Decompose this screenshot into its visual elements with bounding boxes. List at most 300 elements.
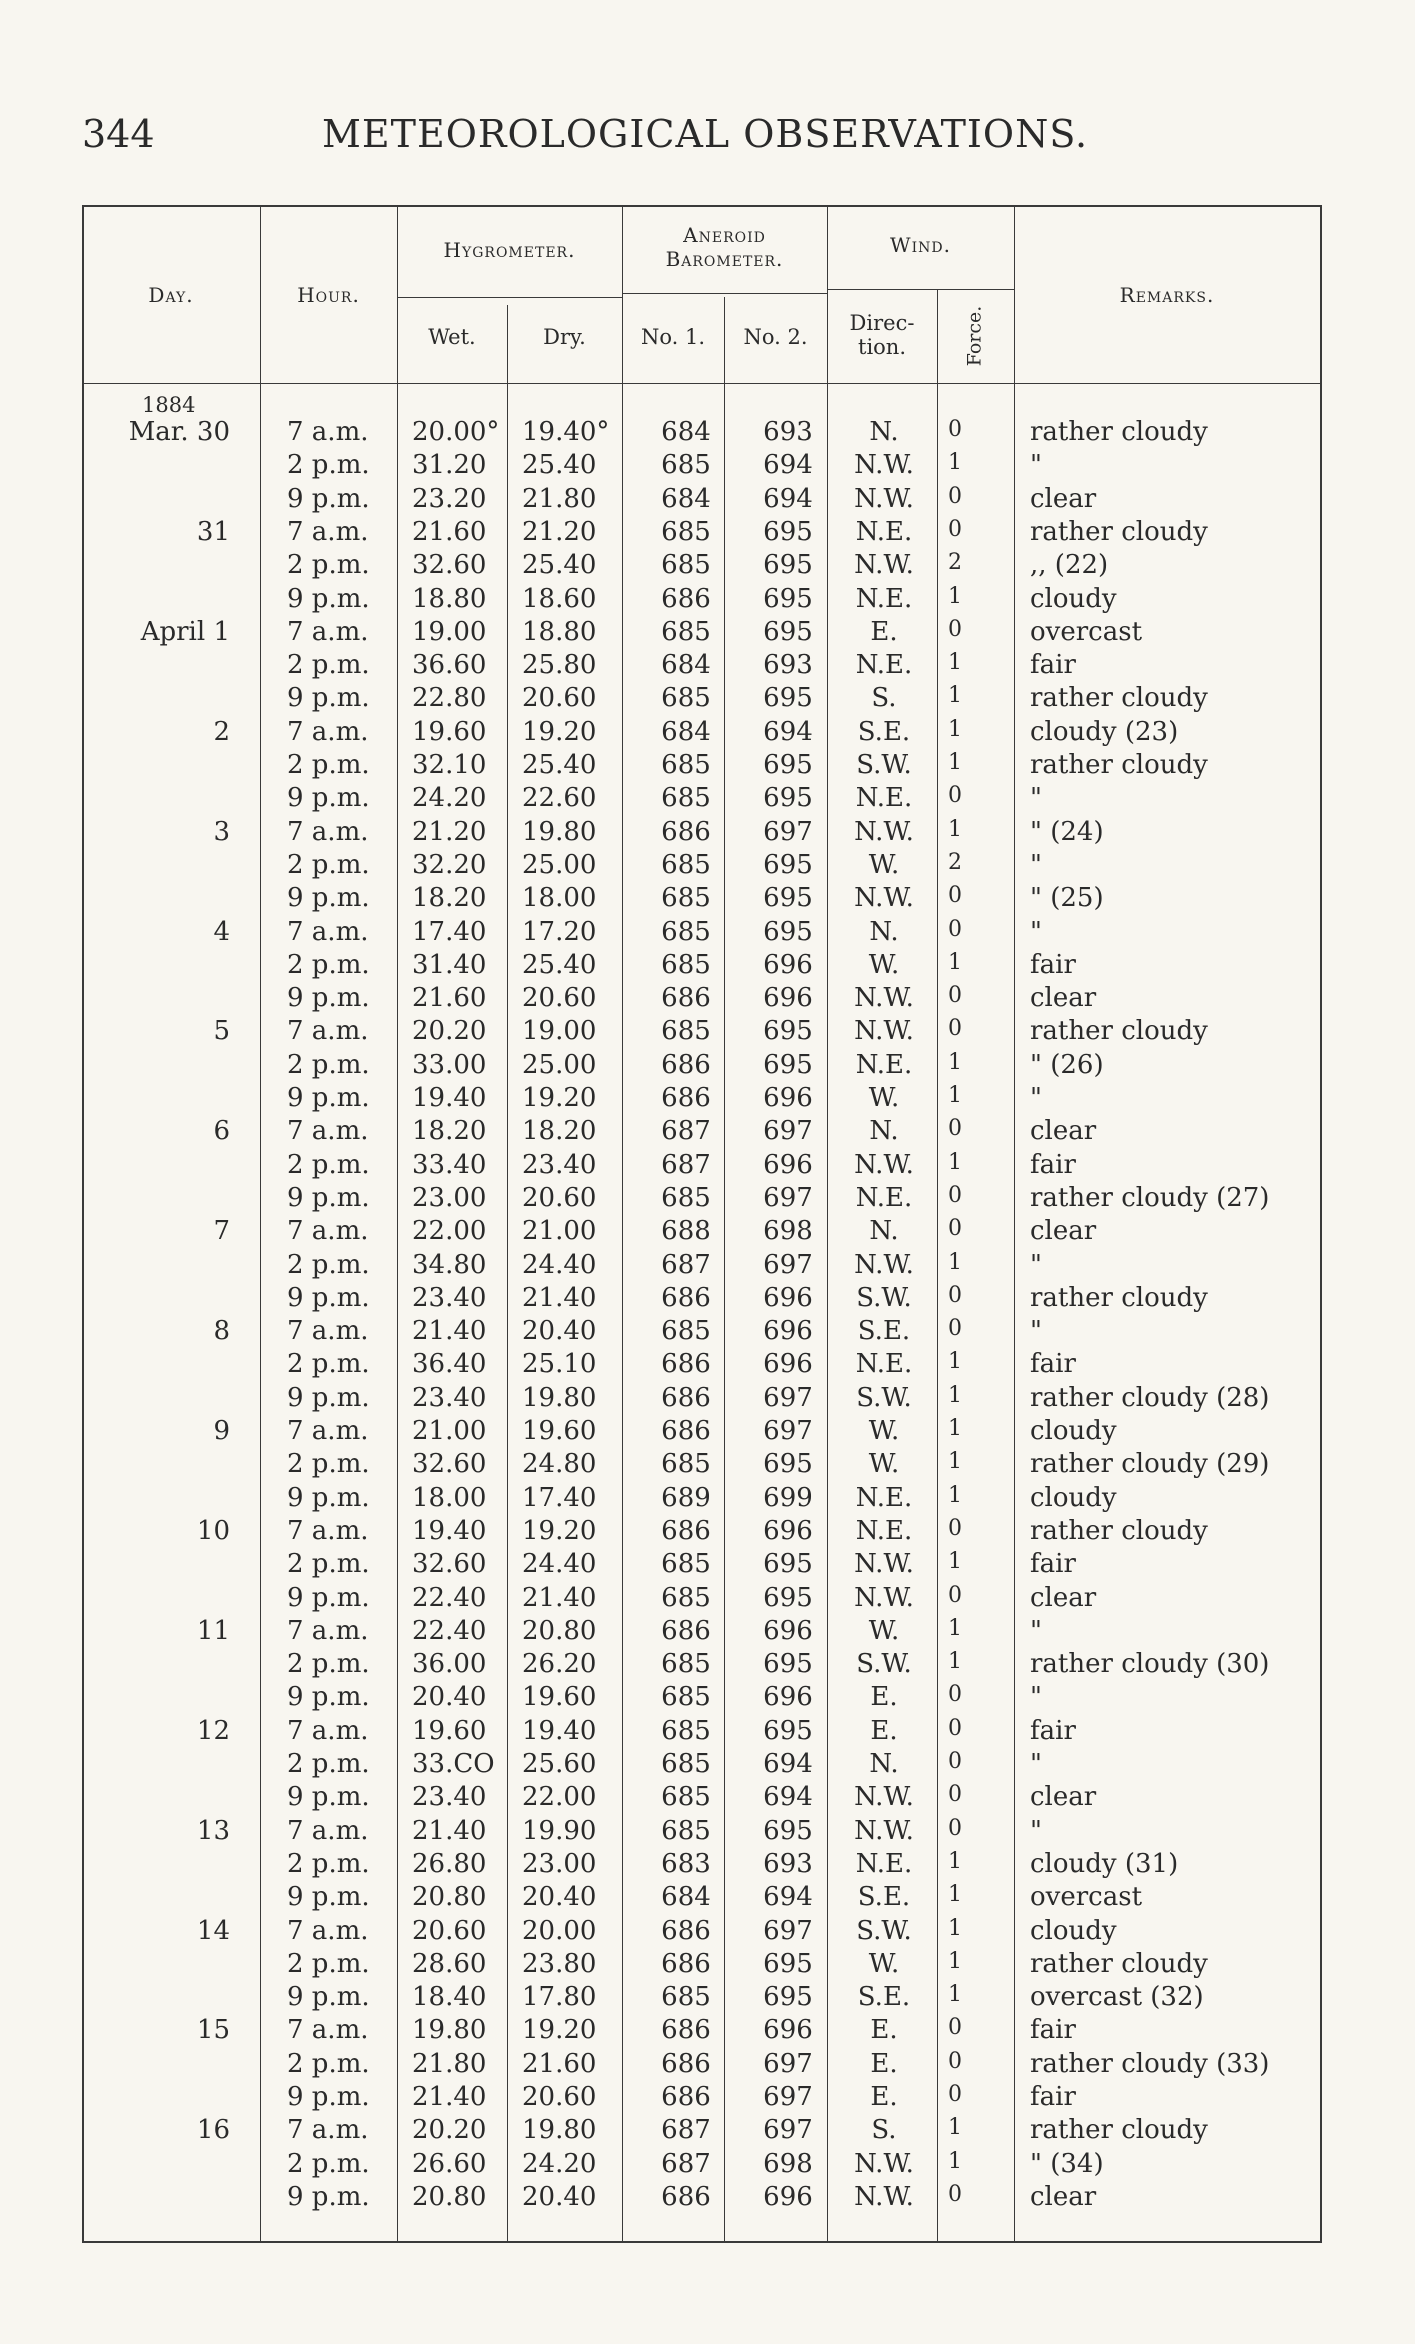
cell-remarks: rather cloudy [1030, 1515, 1208, 1546]
cell-force: 0 [948, 516, 962, 542]
cell-no1: 684 [661, 417, 711, 447]
cell-no1: 689 [661, 1482, 711, 1513]
cell-dir: E. [870, 1682, 898, 1713]
table-row [82, 783, 1322, 816]
table-row [82, 1183, 1322, 1216]
cell-no1: 686 [661, 2015, 711, 2046]
table-row [82, 1549, 1322, 1582]
cell-remarks: rather cloudy [1030, 1282, 1208, 1313]
cell-dir: N. [869, 1116, 899, 1147]
cell-wet: 24.20 [412, 783, 487, 814]
cell-force: 2 [948, 849, 962, 875]
cell-dir: N.W. [854, 1815, 914, 1846]
cell-hour: 9 p.m. [287, 583, 370, 614]
cell-no2: 697 [763, 2048, 813, 2079]
cell-dir: N.W. [854, 883, 914, 914]
cell-hour: 7 a.m. [287, 1216, 369, 1247]
table-row [82, 750, 1322, 783]
cell-force: 1 [948, 1083, 962, 1108]
cell-dir: N.W. [854, 450, 914, 481]
cell-wet: 19.40 [412, 1083, 487, 1113]
cell-force: 1 [948, 583, 962, 609]
cell-wet: 33.40 [412, 1149, 487, 1180]
cell-no1: 686 [661, 1515, 711, 1546]
cell-no1: 685 [661, 1182, 711, 1213]
cell-no2: 695 [763, 883, 813, 914]
cell-no2: 698 [763, 1216, 813, 1247]
cell-no2: 695 [763, 1582, 813, 1613]
cell-remarks: rather cloudy (27) [1030, 1182, 1270, 1213]
cell-no1: 685 [661, 849, 711, 880]
cell-dry: 19.00 [522, 1016, 597, 1047]
hygrometer-rule [397, 297, 622, 298]
cell-dry: 20.60 [522, 2082, 597, 2112]
header-dry: Dry. [543, 325, 586, 349]
cell-force: 1 [948, 683, 962, 709]
cell-no2: 693 [763, 417, 813, 447]
cell-dry: 17.20 [522, 916, 597, 947]
cell-hour: 2 p.m. [287, 1848, 370, 1879]
cell-no2: 695 [763, 1016, 813, 1047]
header-force: Force. [963, 305, 986, 367]
cell-no1: 685 [661, 916, 711, 947]
cell-wet: 21.20 [412, 816, 487, 847]
cell-no1: 685 [661, 750, 711, 780]
cell-force: 1 [948, 1649, 962, 1675]
cell-day: 5 [213, 1016, 230, 1047]
cell-hour: 2 p.m. [287, 1249, 370, 1280]
cell-no2: 695 [763, 1948, 813, 1979]
cell-day: 3 [213, 816, 230, 847]
cell-dry: 17.40 [522, 1482, 597, 1513]
cell-no2: 693 [763, 650, 813, 681]
cell-dir: N.E. [855, 1049, 913, 1080]
cell-remarks: rather cloudy (33) [1030, 2048, 1270, 2079]
cell-dir: W. [868, 1948, 900, 1979]
cell-no2: 695 [763, 750, 813, 780]
cell-dry: 25.00 [522, 849, 597, 880]
cell-hour: 7 a.m. [287, 616, 369, 647]
cell-dir: E. [870, 2015, 898, 2046]
cell-no2: 697 [763, 1915, 813, 1946]
cell-force: 0 [948, 1282, 962, 1308]
cell-dir: W. [868, 949, 900, 980]
cell-force: 0 [948, 1316, 962, 1342]
cell-no1: 685 [661, 450, 711, 481]
cell-no1: 685 [661, 949, 711, 980]
cell-force: 1 [948, 1948, 962, 1974]
cell-no1: 685 [661, 1982, 711, 2013]
cell-hour: 2 p.m. [287, 650, 370, 681]
cell-hour: 2 p.m. [287, 1049, 370, 1080]
table-row [82, 1416, 1322, 1449]
table-row [82, 1383, 1322, 1416]
cell-hour: 7 a.m. [287, 516, 369, 547]
cell-wet: 18.40 [412, 1982, 487, 2013]
table-row [82, 1716, 1322, 1749]
table-row [82, 2182, 1322, 2215]
table-row [82, 450, 1322, 483]
cell-dry: 20.40 [522, 1882, 597, 1913]
cell-dry: 19.20 [522, 2015, 597, 2046]
cell-hour: 2 p.m. [287, 750, 370, 780]
cell-hour: 7 a.m. [287, 417, 369, 447]
table-row [82, 2149, 1322, 2182]
cell-remarks: fair [1030, 1349, 1076, 1380]
cell-wet: 22.40 [412, 1582, 487, 1613]
cell-wet: 34.80 [412, 1249, 487, 1280]
cell-remarks: fair [1030, 2082, 1076, 2112]
cell-wet: 36.00 [412, 1649, 487, 1680]
cell-dry: 20.00 [522, 1915, 597, 1946]
cell-no2: 694 [763, 716, 813, 747]
cell-dry: 24.40 [522, 1549, 597, 1580]
cell-dry: 19.20 [522, 1515, 597, 1546]
cell-no2: 696 [763, 2015, 813, 2046]
cell-dry: 19.80 [522, 2115, 597, 2146]
cell-wet: 36.40 [412, 1349, 487, 1380]
cell-force: 1 [948, 750, 962, 775]
cell-no1: 686 [661, 1416, 711, 1446]
cell-force: 1 [948, 1249, 962, 1275]
cell-dry: 21.60 [522, 2048, 597, 2079]
cell-force: 1 [948, 650, 962, 676]
wind-rule [827, 289, 1014, 290]
cell-force: 0 [948, 1116, 962, 1142]
cell-dir: S.E. [857, 1982, 911, 2013]
cell-dir: N.E. [855, 783, 913, 814]
table-row [82, 1749, 1322, 1782]
cell-remarks: clear [1030, 483, 1097, 514]
cell-remarks: fair [1030, 2015, 1076, 2046]
cell-no2: 696 [763, 949, 813, 980]
cell-hour: 7 a.m. [287, 1316, 369, 1347]
cell-dry: 19.40° [522, 417, 610, 447]
cell-wet: 31.40 [412, 949, 487, 980]
header-bottom-rule [82, 383, 1322, 384]
cell-dir: N.W. [854, 550, 914, 581]
cell-hour: 9 p.m. [287, 1182, 370, 1213]
cell-remarks: rather cloudy (29) [1030, 1449, 1270, 1480]
cell-dir: E. [870, 2048, 898, 2079]
page-header [82, 112, 1322, 162]
cell-dir: W. [868, 1449, 900, 1480]
cell-dry: 19.80 [522, 816, 597, 847]
table-row [82, 883, 1322, 916]
cell-no2: 696 [763, 2181, 813, 2212]
cell-hour: 2 p.m. [287, 1349, 370, 1380]
table-row [82, 1816, 1322, 1849]
table-row [82, 1982, 1322, 2015]
cell-no1: 686 [661, 816, 711, 847]
cell-remarks: " (26) [1030, 1049, 1104, 1080]
cell-remarks: clear [1030, 1116, 1097, 1147]
cell-dry: 18.00 [522, 883, 597, 914]
table-row [82, 1016, 1322, 1049]
cell-dry: 21.00 [522, 1216, 597, 1247]
table-row [82, 850, 1322, 883]
header-no1: No. 1. [640, 325, 706, 349]
table-row [82, 2082, 1322, 2115]
cell-wet: 18.20 [412, 883, 487, 914]
cell-hour: 7 a.m. [287, 1915, 369, 1946]
cell-day: Mar. 30 [128, 417, 230, 447]
cell-wet: 20.40 [412, 1682, 487, 1713]
cell-remarks: overcast (32) [1030, 1982, 1204, 2013]
cell-remarks: clear [1030, 983, 1097, 1014]
cell-dry: 25.80 [522, 650, 597, 681]
cell-dir: W. [868, 1615, 900, 1646]
cell-dry: 19.60 [522, 1682, 597, 1713]
cell-dir: N.W. [854, 983, 914, 1014]
cell-no1: 685 [661, 1316, 711, 1347]
cell-hour: 7 a.m. [287, 1615, 369, 1646]
cell-no1: 686 [661, 583, 711, 614]
cell-day: 31 [196, 516, 230, 547]
cell-force: 0 [948, 483, 962, 509]
cell-no2: 697 [763, 816, 813, 847]
cell-no2: 694 [763, 1749, 813, 1779]
cell-force: 1 [948, 1449, 962, 1475]
cell-no2: 697 [763, 1249, 813, 1280]
cell-no1: 686 [661, 1382, 711, 1413]
cell-force: 0 [948, 1782, 962, 1808]
table-row [82, 950, 1322, 983]
cell-hour: 9 p.m. [287, 1382, 370, 1413]
cell-hour: 9 p.m. [287, 1482, 370, 1513]
cell-wet: 26.80 [412, 1848, 487, 1879]
cell-day: April 1 [140, 616, 230, 647]
table-row [82, 1116, 1322, 1149]
cell-dry: 21.40 [522, 1282, 597, 1313]
cell-force: 0 [948, 783, 962, 809]
cell-dir: S.E. [857, 716, 911, 747]
cell-dir: N.W. [854, 1249, 914, 1280]
cell-dry: 20.40 [522, 1316, 597, 1347]
cell-no1: 685 [661, 783, 711, 814]
cell-force: 0 [948, 2015, 962, 2041]
cell-force: 1 [948, 1982, 962, 2008]
cell-dry: 20.40 [522, 2181, 597, 2212]
cell-hour: 7 a.m. [287, 1116, 369, 1147]
cell-wet: 33.00 [412, 1049, 487, 1080]
cell-force: 2 [948, 550, 962, 576]
cell-wet: 32.10 [412, 750, 487, 780]
table-row [82, 550, 1322, 583]
cell-no1: 686 [661, 983, 711, 1014]
cell-dir: N.E. [855, 1182, 913, 1213]
cell-remarks: fair [1030, 1715, 1076, 1746]
cell-no1: 686 [661, 2181, 711, 2212]
cell-wet: 18.00 [412, 1482, 487, 1513]
cell-dir: N.E. [855, 1515, 913, 1546]
cell-force: 0 [948, 883, 962, 909]
cell-no1: 686 [661, 1915, 711, 1946]
cell-no2: 695 [763, 1649, 813, 1680]
cell-remarks: ,, (22) [1030, 550, 1109, 581]
cell-wet: 23.40 [412, 1382, 487, 1413]
cell-no2: 695 [763, 1449, 813, 1480]
cell-dir: S.W. [856, 750, 912, 780]
cell-force: 0 [948, 1016, 962, 1042]
cell-force: 0 [948, 1682, 962, 1708]
header-wind: Wind. [890, 233, 951, 257]
table-row [82, 1449, 1322, 1482]
cell-dry: 21.40 [522, 1582, 597, 1613]
cell-no2: 695 [763, 916, 813, 947]
cell-remarks: rather cloudy [1030, 417, 1208, 447]
cell-force: 0 [948, 983, 962, 1009]
cell-hour: 2 p.m. [287, 1649, 370, 1680]
table-row [82, 1782, 1322, 1815]
header-wet: Wet. [428, 325, 476, 349]
cell-remarks: cloudy [1030, 1482, 1117, 1513]
cell-force: 1 [948, 1149, 962, 1175]
cell-day: 10 [196, 1515, 230, 1546]
cell-dry: 19.80 [522, 1382, 597, 1413]
cell-remarks: clear [1030, 1782, 1097, 1813]
cell-no2: 697 [763, 1382, 813, 1413]
cell-hour: 9 p.m. [287, 1083, 370, 1113]
table-row [82, 1216, 1322, 1249]
cell-remarks: cloudy (23) [1030, 716, 1179, 747]
header-no2: No. 2. [743, 325, 808, 349]
cell-force: 0 [948, 1515, 962, 1541]
cell-dir: S.E. [857, 1316, 911, 1347]
cell-wet: 36.60 [412, 650, 487, 681]
cell-hour: 9 p.m. [287, 2082, 370, 2112]
cell-dir: N.E. [855, 1482, 913, 1513]
cell-wet: 19.40 [412, 1515, 487, 1546]
cell-remarks: overcast [1030, 616, 1143, 647]
cell-no2: 694 [763, 450, 813, 481]
cell-force: 0 [948, 2181, 962, 2207]
cell-wet: 21.60 [412, 516, 487, 547]
cell-wet: 22.80 [412, 683, 487, 714]
cell-no1: 687 [661, 1116, 711, 1147]
cell-dry: 19.60 [522, 1416, 597, 1446]
cell-remarks: " (24) [1030, 816, 1104, 847]
cell-remarks: " [1030, 916, 1042, 947]
page-title: METEOROLOGICAL OBSERVATIONS. [322, 112, 1089, 156]
cell-dir: N.W. [854, 816, 914, 847]
cell-dry: 24.40 [522, 1249, 597, 1280]
cell-dir: N.E. [855, 1349, 913, 1380]
cell-remarks: fair [1030, 949, 1076, 980]
cell-remarks: rather cloudy [1030, 683, 1208, 714]
cell-wet: 23.00 [412, 1182, 487, 1213]
cell-day: 6 [213, 1116, 230, 1147]
cell-remarks: " [1030, 1815, 1042, 1846]
cell-no2: 697 [763, 2082, 813, 2112]
cell-no1: 687 [661, 1249, 711, 1280]
cell-force: 1 [948, 1482, 962, 1508]
cell-no1: 685 [661, 550, 711, 581]
cell-no2: 699 [763, 1482, 813, 1513]
cell-no2: 695 [763, 1715, 813, 1746]
table-row [82, 683, 1322, 716]
cell-hour: 7 a.m. [287, 2115, 369, 2146]
cell-remarks: fair [1030, 1549, 1076, 1580]
cell-no2: 697 [763, 1416, 813, 1446]
cell-remarks: cloudy (31) [1030, 1848, 1179, 1879]
header-hygrometer: Hygrometer. [443, 238, 576, 262]
cell-wet: 21.40 [412, 1815, 487, 1846]
cell-hour: 7 a.m. [287, 1715, 369, 1746]
cell-force: 0 [948, 1582, 962, 1608]
cell-force: 1 [948, 816, 962, 842]
cell-hour: 2 p.m. [287, 1549, 370, 1580]
cell-no1: 685 [661, 683, 711, 714]
cell-no1: 686 [661, 1948, 711, 1979]
cell-dir: S.W. [856, 1915, 912, 1946]
cell-no2: 696 [763, 1149, 813, 1180]
cell-no2: 694 [763, 483, 813, 514]
cell-dry: 25.40 [522, 750, 597, 780]
cell-dir: N. [869, 916, 899, 947]
table-row [82, 517, 1322, 550]
cell-force: 0 [948, 1749, 962, 1774]
cell-force: 1 [948, 1615, 962, 1641]
cell-hour: 2 p.m. [287, 2048, 370, 2079]
cell-no2: 696 [763, 1682, 813, 1713]
cell-wet: 20.80 [412, 2181, 487, 2212]
cell-dir: S. [871, 683, 897, 714]
cell-remarks: rather cloudy (28) [1030, 1382, 1270, 1413]
cell-dry: 20.60 [522, 683, 597, 714]
cell-day: 14 [196, 1915, 230, 1946]
cell-wet: 28.60 [412, 1948, 487, 1979]
cell-dry: 23.80 [522, 1948, 597, 1979]
cell-force: 1 [948, 949, 962, 975]
cell-dry: 21.80 [522, 483, 597, 514]
cell-remarks: fair [1030, 650, 1076, 681]
cell-wet: 20.20 [412, 1016, 487, 1047]
cell-no2: 696 [763, 1316, 813, 1347]
cell-dir: W. [868, 1083, 900, 1113]
cell-remarks: cloudy [1030, 1915, 1117, 1946]
cell-force: 1 [948, 2148, 962, 2174]
cell-no1: 688 [661, 1216, 711, 1247]
cell-remarks: rather cloudy [1030, 1948, 1208, 1979]
cell-dry: 25.60 [522, 1749, 597, 1779]
table-row [82, 484, 1322, 517]
cell-remarks: clear [1030, 2181, 1097, 2212]
cell-dry: 19.90 [522, 1815, 597, 1846]
cell-force: 0 [948, 1715, 962, 1741]
cell-wet: 19.60 [412, 716, 487, 747]
table-row [82, 584, 1322, 617]
cell-dry: 19.20 [522, 716, 597, 747]
cell-dir: W. [868, 849, 900, 880]
cell-dry: 25.00 [522, 1049, 597, 1080]
cell-force: 0 [948, 417, 962, 442]
cell-dry: 23.40 [522, 1149, 597, 1180]
cell-wet: 20.00° [412, 417, 500, 447]
cell-no2: 698 [763, 2148, 813, 2179]
cell-no2: 696 [763, 1349, 813, 1380]
cell-remarks: " [1030, 849, 1042, 880]
cell-no2: 695 [763, 849, 813, 880]
cell-dry: 26.20 [522, 1649, 597, 1680]
cell-dry: 24.80 [522, 1449, 597, 1480]
cell-hour: 2 p.m. [287, 1749, 370, 1779]
cell-no1: 684 [661, 1882, 711, 1913]
cell-dry: 19.20 [522, 1083, 597, 1113]
cell-wet: 17.40 [412, 916, 487, 947]
cell-no2: 695 [763, 1982, 813, 2013]
cell-no1: 685 [661, 616, 711, 647]
